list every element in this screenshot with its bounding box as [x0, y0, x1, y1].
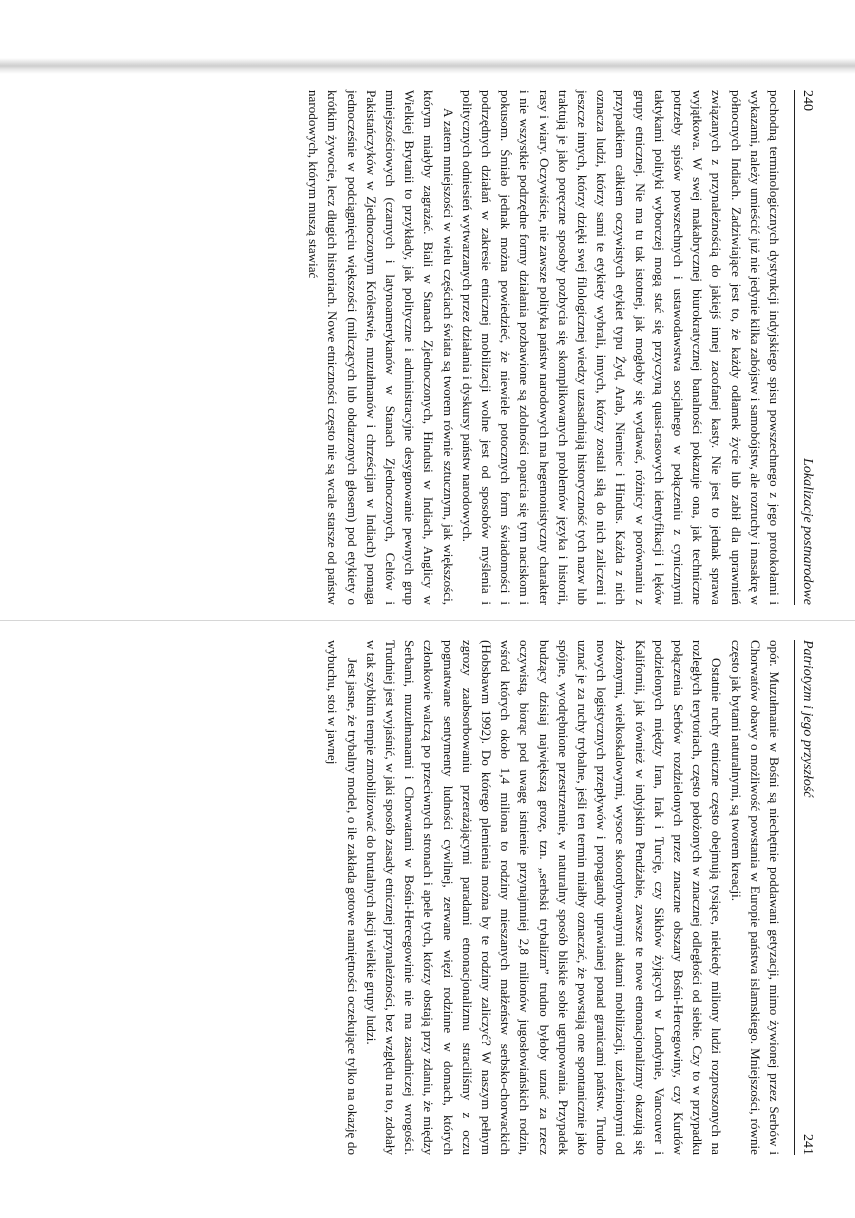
right-running-title: Patriotyzm i jego przyszłość	[800, 640, 815, 798]
right-running-head	[794, 640, 815, 1155]
right-page-number: 241	[800, 1134, 815, 1155]
paragraph: opór. Muzułmanie w Bośni są niechętnie poddawani getyzacji, mimo żywionej przez Serbów i Chorwatów obawy o możliwość powstania w Europie państwa islamskiego. Mniejszości, równie często jak bytami naturalnymi, są tworem kreacji.	[728, 640, 782, 1155]
page-gutter	[0, 620, 855, 621]
scan-streak	[0, 58, 855, 74]
paragraph: pochodną terminologicznych dystynkcji indyjskiego spisu powszechnego z jego protokołami i wykazami, należy umieścić już nie jedynie kilka zabójstw i samobójstw, ale rozruchy i masakrę w północnych Indiach. Zadziwiające jest to, że każdy odłamek życie lub zabił dla uprawnień związanych z przynależnością do jakiejś innej zacofanej kasty. Nie jest to jednak sprawa wyjątkowa. W swej makabrycznej biurokratycznej banalności pokazuje ona, jak techniczne potrzeby spisów powszechnych i ustawodawstwa socjalnego w połączeniu z cynicznymi taktykami polityki wyborczej mogą stać się przyczyną quasi-rasowych identyfikacji i lęków grupy etnicznej. Nie ma tu tak istotnej, jak mogłoby się wydawać, różnicy w porównaniu z przypadkiem całkiem oczywistych etykiet typu Żyd, Arab, Niemiec i Hindus. Każda z nich oznacza ludzi, którzy sami te etykiety wybrali, innych, którzy zostali siłą do nich zaliczeni i jeszcze innych, którzy dzięki swej filologicznej wiedzy uzasadniają historyczność tych nazw lub traktują je jako poręczne sposoby pozbycia się skomplikowanych problemów języka i historii, rasy i wiary. Oczywiście, nie zawsze polityka państw narodowych ma hegemonistyczny charakter i nie wszystkie podrzędne formy działania pozbawione są zdolności oparcia się tym naciskom i pokusom. Śmiało jednak można powiedzieć, że niewiele potocznych form świadomości i podrzędnych działań w zakresie etnicznej mobilizacji wolne jest od sposobów myślenia i politycznych odniesień wytwarzanych przez działania i dyskursy państw narodowych.	[459, 90, 782, 605]
left-running-title: Lokalizacje postnarodowe	[800, 458, 815, 605]
paragraph: Jest jasne, że trybalny model, o ile zakłada gotowe namiętności oczekujące tylko na okazję do wybuchu, stoi w jawnej	[325, 640, 360, 1155]
left-page	[115, 90, 815, 605]
paragraph: A zatem mniejszości w wielu częściach świata są tworem równie sztucznym, jak większości, którym miałyby zagrażać. Biali w Stanach Zjednoczonych, Hindusi w Indiach, Anglicy w Wielkiej Brytanii to przykłady, jak polityczne i administracyjne desygnowanie pewnych grup mniejszościowych (czarnych i latynoamerykanów w Stanach Zjednoczonych, Celtów i Pakistańczyków w Zjednoczonym Królestwie, muzułmanów i chrześcijan w Indiach) pomaga jednocześnie w podciągnięciu większości (milczących lub obdarzonych głosem) pod etykiety o krótkim żywocie, lecz długich historiach. Nowe etniczności często nie są wcale starsze od państw narodowych, którym muszą stawiać	[306, 90, 456, 605]
left-body-text	[304, 90, 784, 605]
left-page-number: 240	[800, 90, 815, 111]
paragraph: Ostatnie ruchy etniczne często obejmują tysiące, niekiedy miliony ludzi rozproszonych na rozległych terytoriach, często położonych w znacznej odległości od siebie. Czy to w przypadku połączenia Serbów rozdzielonych przez znaczne obszary Bośni-Hercegowiny, czy Kurdów podzielonych między Iran, Irak i Turcję, czy Sikhów żyjących w Londynie, Vancouver i Kalifornii, jak również w indyjskim Pendżabie, zawsze te nowe etnonacjonalizmy okazują się złożonymi, wielkoskalowymi, wysoce skoordynowanymi aktami mobilizacji, uzależnionymi od nowych logistycznych przepływów i propagandy uprawianej ponad granicami państw. Trudno uznać je za ruchy trybalne, jeśli ten termin miałby oznaczać, że powstają one spontanicznie jako spójne, wyodrębnione przestrzennie, w naturalny sposób bliskie sobie ugrupowania. Przypadek budzący dzisiaj największą grozę, tzn. „serbski trybalizm” trudno byłoby uznać za rzecz oczywistą, biorąc pod uwagę istnienie przynajmniej 2,8 milionów jugosłowiańskich rodzin, wśród których około 1,4 miliona to rodziny mieszanych małżeństw serbsko-chorwackich (Hobsbawm 1992). Do którego plemienia można by te rodziny zaliczyć? W naszym pełnym zgrozy zaabsorbowaniu przerażającymi paradami etnonacjonalizmu straciliśmy z oczu pogmatwane sentymenty ludności cywilnej, zerwane więzi rodzinne w domach, których członkowie walczą po przeciwnych stronach i apele tych, którzy obstają przy zdaniu, że między Serbami, muzułmanami i Chorwatami w Bośni-Hercegowinie nie ma zasadniczej wrogości. Trudniej jest wyjaśnić, w jaki sposób zasady etnicznej przynależności, bez względu na to, zdołały w tak szybkim tempie zmobilizować do brutalnych akcji wielkie grupy ludzi.	[363, 640, 725, 1155]
right-page	[115, 640, 815, 1155]
right-body-text	[323, 640, 784, 1155]
left-running-head	[794, 90, 815, 605]
